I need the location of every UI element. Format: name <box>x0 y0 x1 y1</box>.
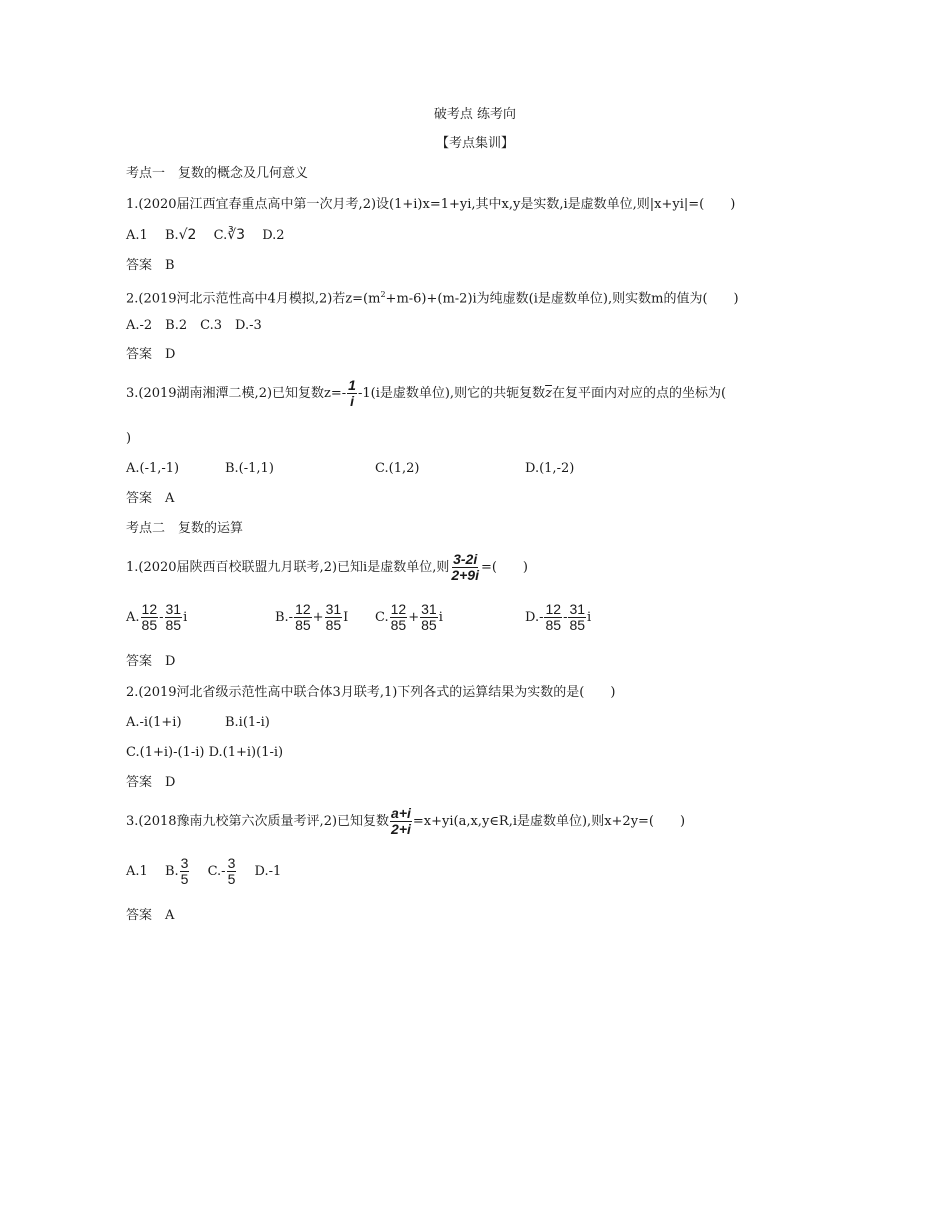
s2-q1-frac-den: 2+9i <box>451 567 479 583</box>
s2-q1-frac-num: 3-2i <box>453 551 478 567</box>
s2-q1-options <box>126 602 826 638</box>
s1-q3-opt-c: C.(1,2) <box>375 461 420 476</box>
frac-den: 5 <box>180 871 189 887</box>
imag-unit: i <box>587 610 592 625</box>
s1-q2-answer: 答案 D <box>126 347 176 362</box>
frac-den: 85 <box>165 617 182 633</box>
s1-q3-frac-num: 1 <box>348 377 356 393</box>
s1-q3-stem <box>126 378 726 409</box>
s2-q2-options-cd: C.(1+i)-(1-i) D.(1+i)(1-i) <box>126 745 284 760</box>
s1-q1-answer: 答案 B <box>126 258 175 273</box>
s2-q3-opt-b-frac <box>180 856 190 887</box>
s1-q2-options: A.-2 B.2 C.3 D.-3 <box>126 318 262 333</box>
s2-q2-opt-b: B.i(1-i) <box>225 715 270 730</box>
s2-q1-opt-d-frac1 <box>544 602 562 633</box>
frac-den: 85 <box>295 617 311 633</box>
s2-q2-stem: 2.(2019河北省级示范性高中联合体3月联考,1)下列各式的运算结果为实数的是( ) <box>126 685 616 700</box>
s2-q1-stem-post: =( ) <box>480 560 529 575</box>
s1-q3-stem-mid: -1(i是虚数单位),则它的共轭复数 <box>357 386 546 401</box>
s2-q3-opt-a: A.1 <box>126 864 148 879</box>
s2-q3-options <box>126 856 281 887</box>
section-heading-1: 考点一 复数的概念及几何意义 <box>126 166 309 181</box>
s1-q3-opt-a: A.(-1,-1) <box>126 461 180 476</box>
frac-num: 3 <box>180 855 189 871</box>
s2-q1-opt-b <box>275 602 348 633</box>
s2-q3-opt-b: B. <box>164 864 179 879</box>
s2-q1-fraction <box>450 552 480 583</box>
imag-unit: I <box>343 610 349 625</box>
s1-q2-stem-sup: 2 <box>380 290 386 299</box>
operator: + <box>312 610 324 625</box>
s1-q1-options <box>126 226 285 245</box>
page-subtitle: 【考点集训】 <box>435 136 514 151</box>
s1-q3-stem-close: ) <box>126 431 132 446</box>
frac-den: 85 <box>545 617 562 633</box>
s1-q1-opt-c: C. <box>213 228 228 243</box>
frac-num: 31 <box>569 601 586 617</box>
frac-den: 85 <box>421 617 437 633</box>
s1-q3-answer: 答案 A <box>126 491 175 506</box>
frac-num: 31 <box>325 601 342 617</box>
imag-unit: i <box>183 610 188 625</box>
frac-den: 5 <box>227 871 236 887</box>
s2-q1-opt-a <box>126 602 187 633</box>
imag-unit: i <box>438 610 443 625</box>
s1-q3-stem-pre: 3.(2019湖南湘潭二模,2)已知复数z=- <box>126 386 347 401</box>
s2-q3-stem-pre: 3.(2018豫南九校第六次质量考评,2)已知复数 <box>126 814 390 829</box>
frac-num: 12 <box>390 601 407 617</box>
frac-den: 85 <box>569 617 586 633</box>
s1-q3-stem-post: 在复平面内对应的点的坐标为( <box>551 386 727 401</box>
s2-q1-opt-a-label: A. <box>126 610 140 625</box>
s2-q3-stem <box>126 806 685 837</box>
s2-q1-opt-c <box>375 602 443 633</box>
s1-q2-stem <box>126 286 739 308</box>
s2-q1-opt-d <box>525 602 591 633</box>
s2-q2-opt-a: A.-i(1+i) <box>126 715 182 730</box>
s2-q3-answer: 答案 A <box>126 908 175 923</box>
s1-q1-opt-b-root: √2 <box>178 227 197 243</box>
s1-q1-opt-c-root: ∛3 <box>227 227 246 243</box>
s1-q1-opt-a: A.1 <box>126 228 148 243</box>
s2-q3-frac-num: a+i <box>391 805 411 821</box>
s2-q3-stem-post: =x+yi(a,x,y∈R,i是虚数单位),则x+2y=( ) <box>412 814 686 829</box>
s1-q2-stem-post: +m-6)+(m-2)i为纯虚数(i是虚数单位),则实数m的值为( ) <box>385 291 739 307</box>
s2-q2-answer: 答案 D <box>126 775 176 790</box>
frac-num: 12 <box>295 601 311 617</box>
s1-q3-fraction <box>347 378 357 409</box>
frac-den: 85 <box>390 617 407 633</box>
s1-q3-z-conjugate: $\overline{z}$ <box>545 386 552 401</box>
operator: - <box>159 610 164 625</box>
s1-q2-stem-pre: 2.(2019河北示范性高中4月模拟,2)若z=(m <box>126 291 381 307</box>
s1-q3-opt-b: B.(-1,1) <box>225 461 274 476</box>
frac-num: 31 <box>421 601 437 617</box>
s2-q3-opt-c-frac <box>227 856 237 887</box>
frac-num: 3 <box>227 855 236 871</box>
frac-num: 12 <box>141 601 158 617</box>
s2-q1-opt-c-frac1 <box>390 602 408 633</box>
s2-q1-opt-b-label: B.- <box>275 610 294 625</box>
s2-q3-frac-den: 2+i <box>391 821 411 837</box>
s2-q1-opt-c-label: C. <box>375 610 389 625</box>
s2-q1-answer: 答案 D <box>126 654 176 669</box>
s2-q3-opt-c: C.- <box>207 864 226 879</box>
s1-q3-opt-d: D.(1,-2) <box>525 461 575 476</box>
s1-q3-frac-den: i <box>350 393 355 409</box>
s2-q1-opt-b-frac2 <box>325 602 343 633</box>
s2-q1-opt-a-frac2 <box>165 602 183 633</box>
s2-q1-opt-c-frac2 <box>420 602 438 633</box>
frac-num: 31 <box>165 601 182 617</box>
s2-q3-fraction <box>390 806 412 837</box>
page-title: 破考点 练考向 <box>433 107 517 122</box>
s1-q1-opt-d: D.2 <box>262 228 285 243</box>
s2-q1-opt-a-frac1 <box>141 602 159 633</box>
s1-q1-opt-b: B. <box>164 228 179 243</box>
s1-q1-stem: 1.(2020届江西宜春重点高中第一次月考,2)设(1+i)x=1+yi,其中x,y是实数,i是虚数单位,则|x+yi|=( ) <box>126 197 736 212</box>
operator: - <box>563 610 568 625</box>
s2-q1-opt-d-frac2 <box>568 602 586 633</box>
s2-q1-stem-pre: 1.(2020届陕西百校联盟九月联考,2)已知i是虚数单位,则 <box>126 560 450 575</box>
frac-den: 85 <box>325 617 342 633</box>
s2-q3-opt-d: D.-1 <box>254 864 282 879</box>
s2-q1-opt-d-label: D.- <box>525 610 544 625</box>
s2-q1-stem <box>126 552 528 583</box>
section-heading-2: 考点二 复数的运算 <box>126 521 244 536</box>
s2-q1-opt-b-frac1 <box>294 602 312 633</box>
operator: + <box>408 610 420 625</box>
frac-num: 12 <box>545 601 562 617</box>
frac-den: 85 <box>141 617 158 633</box>
